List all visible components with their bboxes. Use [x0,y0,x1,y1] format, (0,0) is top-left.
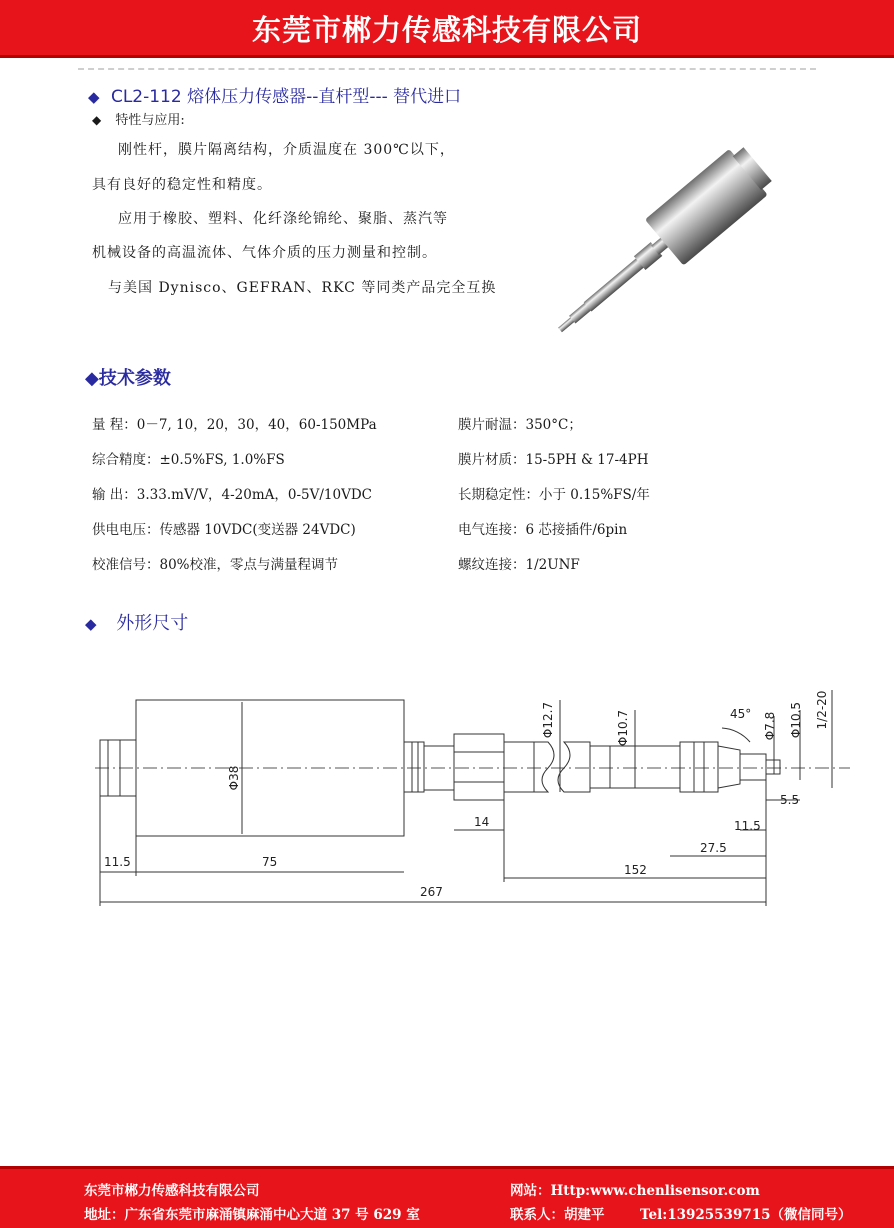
features-heading-row [92,109,185,128]
dim-d38: Φ38 [227,765,241,791]
footer-address: 地址：广东省东莞市麻涌镇麻涌中心大道 37 号 629 室 [84,1207,420,1223]
diamond-bullet-icon: ◆ [92,113,102,127]
spec-output: 输 出：3.33.mV/V，4-20mA，0-5V/10VDC [92,487,372,503]
dim-14: 14 [474,815,490,829]
dim-267: 267 [420,885,443,899]
dim-5-5: 5.5 [780,793,800,807]
sensor-photo [540,140,780,340]
dimensions-heading-row [85,609,188,635]
feature-line: 应用于橡胶、塑料、化纤涤纶锦纶、聚脂、蒸汽等 [118,211,448,227]
dimension-drawing [90,680,850,910]
product-title: CL2-112 熔体压力传感器--直杆型--- 替代进口 [110,87,462,107]
dim-d12-7: Φ12.7 [541,701,555,739]
spec-electrical: 电气连接：6 芯接插件/6pin [458,522,628,538]
diamond-bullet-icon: ◆ [88,88,100,106]
footer-tel: Tel:13925539715（微信同号） [640,1207,852,1223]
footer-website: 网站：Http:www.chenlisensor.com [510,1183,760,1199]
spec-range: 量 程：0－7, 10，20，30，40，60-150MPa [92,417,377,433]
dim-75: 75 [262,855,278,869]
footer-bar [0,1166,894,1228]
spec-thread: 螺纹连接：1/2UNF [458,557,580,573]
spec-accuracy: 综合精度：±0.5%FS, 1.0%FS [92,452,285,468]
header-bar [0,0,894,58]
company-title: 东莞市郴力传感科技有限公司 [251,13,642,47]
spec-stability: 长期稳定性：小于 0.15%FS/年 [458,487,650,503]
dim-angle: 45° [730,707,752,721]
feature-line: 刚性杆，膜片隔离结构，介质温度在 300℃以下， [118,142,455,158]
dim-d10-7: Φ10.7 [616,709,630,747]
features-heading: 特性与应用: [115,113,185,128]
dim-11-5: 11.5 [104,855,131,869]
dim-d7-8: Φ7.8 [763,711,777,741]
dimensions-heading: 外形尺寸 [116,613,189,634]
footer-company: 东莞市郴力传感科技有限公司 [84,1183,260,1199]
feature-line: 与美国 Dynisco、GEFRAN、RKC 等同类产品完全互换 [108,280,497,296]
feature-line: 机械设备的高温流体、气体介质的压力测量和控制。 [92,245,437,261]
spec-calibration: 校准信号：80%校准，零点与满量程调节 [92,557,339,573]
header-divider [78,68,816,70]
dim-thread: 1/2-20 [815,690,829,730]
spec-diaphragm-material: 膜片材质：15-5PH & 17-4PH [458,452,649,468]
footer-contact: 联系人：胡建平 [510,1207,605,1223]
spec-supply: 供电电压：传感器 10VDC(变送器 24VDC) [92,522,356,538]
diamond-bullet-icon: ◆ [85,615,97,633]
dim-27-5: 27.5 [700,841,727,855]
dim-11-5-tip: 11.5 [734,819,761,833]
product-title-row [88,82,461,107]
feature-line: 具有良好的稳定性和精度。 [92,177,272,193]
spec-diaphragm-temp: 膜片耐温：350°C； [458,417,582,433]
tech-params-heading: ◆技术参数 [85,368,171,389]
dim-d10-5: Φ10.5 [789,701,803,739]
dim-152: 152 [624,863,647,877]
